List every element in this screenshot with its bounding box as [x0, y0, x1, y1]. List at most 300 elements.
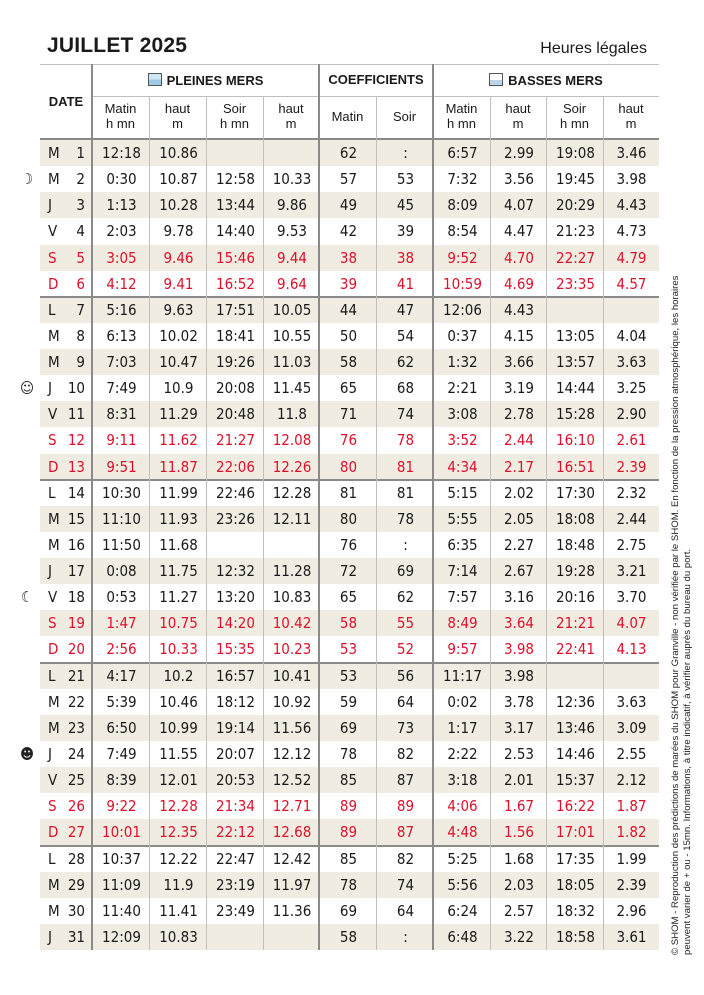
bm-soir-height: 3.25 — [616, 379, 647, 398]
pm-matin-height: 10.86 — [159, 144, 198, 162]
high-tide-icon — [148, 73, 162, 86]
coef-matin: 39 — [339, 274, 358, 293]
bm-soir-time: 16:10 — [556, 431, 595, 450]
bm-matin-time: 8:54 — [447, 222, 478, 241]
coef-soir: 45 — [396, 196, 415, 215]
bm-soir-time: 12:36 — [556, 692, 595, 711]
bm-matin-height: 3.98 — [503, 640, 535, 659]
pm-soir-time: 13:44 — [216, 196, 255, 215]
basses-mers-header — [433, 73, 659, 87]
day-number: 9 — [76, 353, 85, 372]
bm-soir-time: 20:29 — [556, 196, 595, 215]
day-number: 30 — [67, 901, 85, 920]
pm-soir-time: 20:53 — [216, 771, 255, 790]
bm-soir-height: 3.46 — [616, 144, 647, 162]
day-number: 14 — [67, 483, 85, 502]
coef-soir: 89 — [396, 797, 415, 816]
coef-matin: 58 — [339, 927, 358, 946]
pm-soir-time: 15:35 — [216, 640, 255, 659]
bm-soir-height: 1.99 — [616, 849, 647, 868]
coef-soir: 55 — [396, 614, 415, 633]
day-letter: V — [48, 771, 58, 790]
table-row — [40, 192, 659, 218]
coef-matin: 78 — [339, 744, 358, 763]
bm-matin-time: 9:52 — [447, 248, 478, 267]
bm-matin-time: 12:06 — [443, 300, 482, 319]
coef-soir: 87 — [396, 823, 415, 842]
pm-soir-height: 10.05 — [272, 300, 312, 319]
coef-matin-header: Matin — [331, 109, 364, 124]
column-rule — [206, 97, 207, 950]
col-unit: m — [512, 116, 524, 131]
bm-matin-height: 3.98 — [503, 666, 535, 685]
coef-matin: 76 — [339, 535, 358, 554]
group-rule — [432, 64, 434, 950]
day-number: 22 — [67, 692, 85, 711]
bm-soir-height: 2.32 — [616, 483, 647, 502]
pm-soir-height: 10.55 — [272, 326, 312, 345]
last-quarter-moon-icon: ☾ — [20, 588, 34, 607]
bm-matin-height: 3.64 — [503, 614, 535, 633]
day-number: 20 — [67, 640, 85, 659]
bm-matin-height: 4.47 — [503, 222, 535, 241]
bm-matin-time: 2:22 — [447, 744, 478, 763]
day-letter: M — [48, 692, 60, 711]
col-unit: m — [285, 116, 297, 131]
coefficients-header: COEFFICIENTS — [328, 72, 424, 87]
pm-matin-time: 6:13 — [106, 326, 137, 345]
bm-soir-time: 14:46 — [556, 744, 595, 763]
day-number: 23 — [67, 718, 85, 737]
bm-soir-time: 18:08 — [556, 509, 595, 528]
pm-soir-time: 20:07 — [216, 744, 255, 763]
day-letter: L — [48, 300, 56, 319]
bm-matin-time: 3:08 — [447, 405, 478, 424]
bm-matin-time: 1:32 — [447, 353, 478, 372]
bm-matin-height: 4.70 — [503, 248, 535, 267]
pm-soir-time: 21:27 — [216, 431, 255, 450]
pm-matin-time: 10:30 — [102, 483, 141, 502]
col-label: haut — [505, 101, 531, 116]
bm-soir-height: 3.63 — [616, 692, 647, 711]
bm-matin-time: 4:06 — [447, 797, 478, 816]
bm-matin-height: 1.56 — [503, 823, 535, 842]
day-number: 16 — [67, 535, 85, 554]
table-row — [40, 480, 659, 506]
pm-soir-height: 11.97 — [272, 875, 312, 894]
coef-soir: 64 — [396, 692, 415, 711]
bm-soir-time: 19:08 — [556, 144, 595, 162]
coef-matin: 69 — [339, 901, 358, 920]
bm-matin-height: 3.22 — [503, 927, 535, 946]
day-letter: J — [48, 744, 52, 763]
coef-matin: 72 — [339, 562, 358, 581]
pleines-mers-header — [92, 73, 319, 87]
pm-matin-time: 8:39 — [106, 771, 137, 790]
pm-matin-height: 11.29 — [159, 405, 198, 424]
table-row — [40, 271, 659, 297]
pm-soir-time — [207, 924, 264, 950]
bm-soir-height: 2.39 — [616, 875, 647, 894]
pm-soir-height: 12.11 — [272, 509, 312, 528]
pm-matin-time: 12:09 — [102, 927, 141, 946]
bm-matin-height: 3.16 — [503, 588, 535, 607]
bm-soir-time — [547, 663, 604, 689]
bm-soir-height: 3.61 — [616, 927, 647, 946]
pm-matin-time: 2:03 — [106, 222, 137, 241]
day-number: 28 — [67, 849, 85, 868]
bm-soir-height: 2.55 — [616, 744, 647, 763]
coef-soir: 74 — [396, 875, 415, 894]
table-row — [40, 323, 659, 349]
pm-soir-time: 18:41 — [216, 326, 255, 345]
table-row — [40, 819, 659, 845]
pm-matin-time: 5:16 — [106, 300, 137, 319]
pm-matin-time: 10:37 — [102, 849, 141, 868]
bm-matin-time: 7:14 — [447, 562, 478, 581]
pm-matin-height: 10.83 — [159, 927, 198, 946]
bm-matin-time: 6:48 — [447, 927, 478, 946]
bm-matin-height: 2.02 — [503, 483, 535, 502]
bm-soir-time: 13:46 — [556, 718, 595, 737]
pm-soir-time: 12:58 — [216, 170, 255, 189]
bm-soir-height: 2.44 — [616, 509, 647, 528]
coef-soir: 38 — [396, 248, 415, 267]
first-quarter-moon-icon: ☽ — [20, 170, 34, 189]
bm-matin-time: 10:59 — [443, 274, 482, 293]
pm-soir-height: 11.45 — [272, 379, 312, 398]
pm-soir-height: 12.26 — [272, 457, 312, 476]
coef-matin: 62 — [339, 144, 358, 162]
new-moon-icon: ☻ — [19, 744, 35, 763]
bm-soir-height: 2.75 — [616, 535, 647, 554]
coef-soir: 56 — [396, 666, 415, 685]
day-letter: S — [48, 797, 57, 816]
bm-soir-time: 17:35 — [556, 849, 595, 868]
pm-soir-time — [207, 140, 264, 166]
pm-soir-time: 22:47 — [216, 849, 255, 868]
coef-matin: 89 — [339, 797, 358, 816]
bm-soir-height: 1.82 — [616, 823, 647, 842]
col-label: Matin — [104, 101, 137, 116]
bm-soir-height: 4.13 — [616, 640, 647, 659]
day-number: 26 — [67, 797, 85, 816]
col-label: haut — [278, 101, 304, 116]
coef-matin: 38 — [339, 248, 358, 267]
bm-soir-height: 2.96 — [616, 901, 647, 920]
bm-matin-time: 4:34 — [447, 457, 478, 476]
coef-matin: 76 — [339, 431, 358, 450]
coef-matin: 50 — [339, 326, 358, 345]
coef-matin: 81 — [339, 483, 358, 502]
day-number: 2 — [76, 170, 85, 189]
coef-matin: 71 — [339, 405, 358, 424]
pm-matin-time: 4:12 — [106, 274, 137, 293]
bm-matin-time: 4:48 — [447, 823, 478, 842]
pm-soir-height: 10.33 — [272, 170, 312, 189]
pm-matin-time: 0:08 — [106, 562, 137, 581]
bm-matin-height: 3.66 — [503, 353, 535, 372]
day-number: 3 — [76, 196, 85, 215]
coef-matin: 57 — [339, 170, 358, 189]
coef-soir: : — [403, 927, 408, 946]
bm-matin-time: 7:57 — [447, 588, 478, 607]
day-letter: D — [48, 823, 59, 842]
pm-matin-height: 10.2 — [163, 666, 194, 685]
coef-soir: 68 — [396, 379, 415, 398]
bm-soir-height: 2.12 — [616, 771, 647, 790]
col-unit: m — [172, 116, 183, 131]
bm-matin-time: 2:21 — [447, 379, 478, 398]
bm-soir-time — [547, 297, 604, 323]
coef-matin: 65 — [339, 379, 358, 398]
pm-soir-height — [264, 924, 320, 950]
coef-matin: 58 — [339, 614, 358, 633]
week-separator — [40, 296, 659, 298]
bm-soir-height: 3.09 — [616, 718, 647, 737]
bm-soir-height: 4.73 — [616, 222, 647, 241]
pm-matin-haut-header — [149, 101, 206, 131]
bm-soir-time: 18:58 — [556, 927, 595, 946]
pm-matin-height: 11.55 — [159, 744, 198, 763]
bm-soir-height — [604, 297, 659, 323]
page-subtitle: Heures légales — [540, 40, 647, 57]
bm-matin-height: 2.78 — [503, 405, 535, 424]
day-number: 29 — [67, 875, 85, 894]
bm-matin-time: 0:02 — [447, 692, 478, 711]
pm-matin-height: 11.87 — [159, 457, 198, 476]
coef-soir: 81 — [396, 457, 415, 476]
pm-soir-time: 13:20 — [216, 588, 255, 607]
day-letter: V — [48, 405, 58, 424]
pm-matin-time: 0:53 — [106, 588, 137, 607]
day-number: 25 — [67, 771, 85, 790]
pm-matin-height: 10.02 — [159, 326, 198, 345]
bm-soir-height: 2.39 — [616, 457, 647, 476]
bm-soir-time: 18:32 — [556, 901, 595, 920]
bm-matin-height: 2.53 — [503, 744, 535, 763]
pm-matin-time: 3:05 — [106, 248, 137, 267]
pm-soir-height: 9.44 — [276, 248, 308, 267]
pm-matin-height: 10.47 — [159, 353, 198, 372]
coef-matin: 89 — [339, 823, 358, 842]
bm-matin-time: 5:55 — [447, 509, 478, 528]
bm-soir-time: 22:27 — [556, 248, 595, 267]
coef-soir: 47 — [396, 300, 415, 319]
bm-soir-time: 13:57 — [556, 353, 595, 372]
day-letter: D — [48, 457, 59, 476]
column-rule — [490, 97, 491, 950]
pm-matin-height: 10.9 — [163, 379, 194, 398]
pm-soir-time: 22:46 — [216, 483, 255, 502]
day-letter: M — [48, 901, 60, 920]
day-letter: S — [48, 614, 57, 633]
col-label: Soir — [222, 101, 247, 116]
pleines-mers-label: PLEINES MERS — [166, 73, 264, 88]
pm-matin-time: 12:18 — [102, 144, 141, 162]
coef-soir: 62 — [396, 353, 415, 372]
day-number: 12 — [67, 431, 85, 450]
pm-soir-time: 16:57 — [216, 666, 255, 685]
table-row — [40, 584, 659, 610]
bm-matin-height: 3.17 — [503, 718, 535, 737]
day-letter: V — [48, 588, 58, 607]
col-unit: h mn — [560, 116, 589, 131]
pm-matin-height: 10.28 — [159, 196, 198, 215]
coef-matin: 53 — [339, 640, 358, 659]
pm-soir-time: 12:32 — [216, 562, 255, 581]
bm-matin-height: 1.68 — [503, 849, 535, 868]
pm-soir-height: 12.71 — [272, 797, 312, 816]
bm-matin-header — [433, 101, 490, 131]
pm-soir-time: 22:12 — [216, 823, 255, 842]
pm-matin-height: 10.46 — [159, 692, 198, 711]
pm-soir-height: 10.92 — [272, 692, 312, 711]
table-row — [40, 846, 659, 872]
pm-soir-time: 14:40 — [216, 222, 255, 241]
day-letter: M — [48, 875, 60, 894]
day-number: 21 — [67, 666, 85, 685]
pm-matin-height: 10.99 — [159, 718, 198, 737]
table-row — [40, 898, 659, 924]
pm-matin-time: 11:10 — [102, 509, 141, 528]
coef-soir: 69 — [396, 562, 415, 581]
pm-matin-time: 2:56 — [106, 640, 137, 659]
table-row — [40, 558, 659, 584]
pm-soir-time: 23:19 — [216, 875, 255, 894]
bm-soir-height: 2.90 — [616, 405, 647, 424]
pm-soir-height: 12.28 — [272, 483, 312, 502]
pm-matin-time: 6:50 — [106, 718, 137, 737]
pm-matin-height: 9.78 — [163, 222, 194, 241]
coef-matin: 78 — [339, 875, 358, 894]
table-row — [40, 245, 659, 271]
bm-soir-time: 18:48 — [556, 535, 595, 554]
pm-soir-height — [264, 140, 320, 166]
pm-matin-height: 10.33 — [159, 640, 198, 659]
col-label: haut — [164, 101, 191, 116]
day-letter: M — [48, 718, 60, 737]
week-separator — [40, 662, 659, 664]
basses-mers-label: BASSES MERS — [508, 73, 603, 88]
day-number: 8 — [76, 326, 85, 345]
coef-soir: 78 — [396, 431, 415, 450]
table-row — [40, 715, 659, 741]
pm-soir-height — [264, 532, 320, 558]
pm-matin-time: 11:40 — [102, 901, 141, 920]
coef-soir: 82 — [396, 744, 415, 763]
pm-matin-height: 12.35 — [159, 823, 198, 842]
bm-matin-height: 2.01 — [503, 771, 535, 790]
bm-matin-height: 3.56 — [503, 170, 535, 189]
pm-matin-time: 8:31 — [106, 405, 137, 424]
day-letter: J — [48, 927, 52, 946]
day-number: 10 — [67, 379, 85, 398]
low-tide-icon — [489, 73, 503, 86]
pm-soir-height: 10.42 — [272, 614, 312, 633]
coef-soir: 41 — [396, 274, 415, 293]
table-row — [40, 349, 659, 375]
column-rule — [546, 97, 547, 950]
full-moon-icon: ☺ — [19, 379, 35, 398]
column-rule — [603, 97, 604, 950]
day-number: 11 — [67, 405, 85, 424]
pm-matin-height: 11.99 — [159, 483, 198, 502]
day-letter: V — [48, 222, 58, 241]
coef-soir: 62 — [396, 588, 415, 607]
day-letter: J — [48, 379, 52, 398]
pm-matin-height: 12.22 — [159, 849, 198, 868]
group-rule — [91, 64, 93, 950]
pm-soir-height: 12.52 — [272, 771, 312, 790]
group-rule — [318, 64, 320, 950]
bm-matin-height: 2.99 — [503, 144, 535, 162]
bm-matin-time: 8:49 — [447, 614, 478, 633]
pm-matin-height: 10.75 — [159, 614, 198, 633]
table-row — [40, 401, 659, 427]
pm-matin-header — [92, 101, 149, 131]
day-letter: M — [48, 535, 60, 554]
bm-soir-height: 4.04 — [616, 326, 647, 345]
date-header: DATE — [48, 94, 84, 109]
coef-soir: 39 — [396, 222, 415, 241]
table-row — [40, 140, 659, 166]
bm-matin-time: 3:52 — [447, 431, 478, 450]
pm-soir-height: 12.68 — [272, 823, 312, 842]
table-row — [40, 375, 659, 401]
coef-matin: 59 — [339, 692, 358, 711]
pm-soir-height: 10.83 — [272, 588, 312, 607]
pm-matin-height: 10.87 — [159, 170, 198, 189]
pm-soir-time: 19:26 — [216, 353, 255, 372]
day-letter: L — [48, 849, 56, 868]
coef-soir: 87 — [396, 771, 415, 790]
pm-soir-haut-header — [263, 101, 319, 131]
pm-matin-time: 10:01 — [102, 823, 141, 842]
bm-matin-time: 5:15 — [447, 483, 478, 502]
bm-matin-time: 5:25 — [447, 849, 478, 868]
bm-matin-height: 1.67 — [503, 797, 535, 816]
day-number: 15 — [67, 509, 85, 528]
bm-soir-time: 14:44 — [556, 379, 595, 398]
pm-soir-time: 19:14 — [216, 718, 255, 737]
pm-matin-time: 4:17 — [106, 666, 137, 685]
week-separator — [40, 479, 659, 481]
table-row — [40, 532, 659, 558]
bm-soir-height: 4.43 — [616, 196, 647, 215]
coef-soir: : — [403, 535, 408, 554]
pm-matin-time: 11:50 — [102, 535, 141, 554]
bm-soir-height: 3.98 — [616, 170, 647, 189]
day-number: 17 — [67, 562, 85, 581]
pm-soir-height: 11.8 — [276, 405, 308, 424]
pm-soir-height: 9.64 — [276, 274, 308, 293]
pm-matin-height: 11.9 — [163, 875, 194, 894]
bm-soir-time: 15:28 — [556, 405, 595, 424]
pm-matin-height: 11.41 — [159, 901, 198, 920]
pm-matin-time: 0:30 — [106, 170, 137, 189]
bm-soir-time: 18:05 — [556, 875, 595, 894]
day-letter: M — [48, 353, 60, 372]
day-number: 1 — [76, 144, 85, 162]
table-row — [40, 297, 659, 323]
pm-matin-height: 12.01 — [159, 771, 198, 790]
coef-matin: 85 — [339, 771, 358, 790]
bm-soir-time: 17:01 — [556, 823, 595, 842]
bm-matin-time: 11:17 — [443, 666, 482, 685]
col-unit: h mn — [447, 116, 476, 131]
coef-soir-header: Soir — [392, 109, 417, 124]
